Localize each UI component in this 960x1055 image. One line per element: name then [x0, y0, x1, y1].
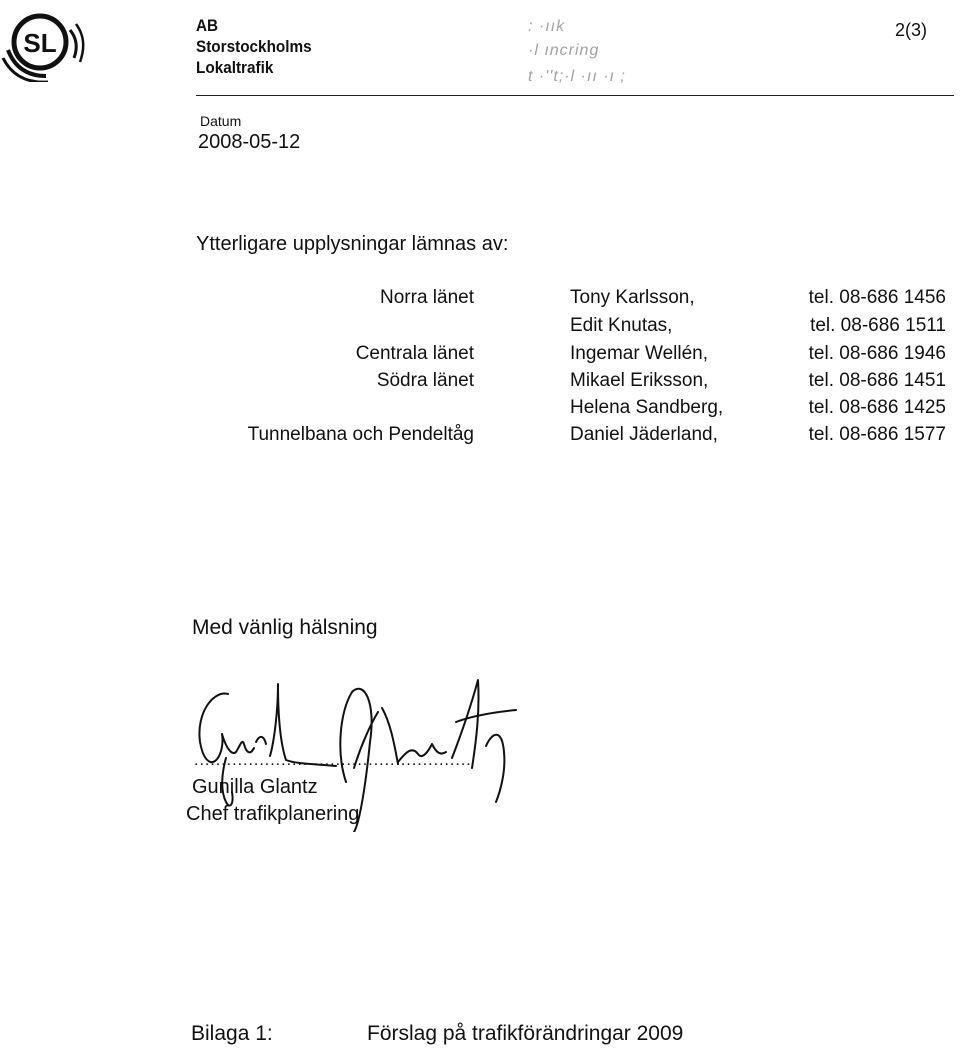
contact-region: Norra länet: [380, 287, 474, 308]
organization-line-2: Storstockholms: [196, 37, 312, 56]
contact-region: Tunnelbana och Pendeltåg: [247, 424, 474, 445]
sl-logo: [0, 6, 88, 82]
contact-tel: tel. 08-686 1946: [808, 343, 946, 364]
svg-text:SL: SL: [23, 28, 57, 58]
date-value: 2008-05-12: [198, 131, 301, 153]
contact-region: Södra länet: [376, 370, 474, 391]
contact-tel: tel. 08-686 1577: [808, 424, 946, 445]
contact-tel: tel. 08-686 1456: [808, 287, 946, 308]
contact-name: Mikael Eriksson,: [570, 370, 709, 391]
attachment-label: Bilaga 1:: [191, 1022, 273, 1045]
contact-name: Tony Karlsson,: [570, 287, 695, 308]
intro-text: Ytterligare upplysningar lämnas av:: [196, 233, 509, 255]
signature-dotted-line: ...................................................: [194, 752, 472, 769]
contact-tel: tel. 08-686 1451: [808, 370, 946, 391]
date-label: Datum: [200, 113, 242, 129]
page-number: 2(3): [895, 20, 928, 40]
attachment-text: Förslag på trafikförändringar 2009: [367, 1022, 684, 1045]
contact-region: Centrala länet: [355, 343, 474, 364]
contact-name: Ingemar Wellén,: [570, 343, 708, 364]
organization-line-1: AB: [196, 16, 219, 35]
contact-tel: tel. 08-686 1511: [810, 315, 946, 336]
department-stamp-line-2: ·l ıncring: [528, 42, 600, 59]
contact-name: Edit Knutas,: [570, 315, 673, 336]
contact-name: Helena Sandberg,: [570, 397, 724, 418]
header-rule: [196, 95, 954, 96]
department-stamp-line-1: : ·ıık: [528, 18, 566, 35]
organization-line-3: Lokaltrafik: [196, 58, 274, 77]
contact-tel: tel. 08-686 1425: [808, 397, 946, 418]
contact-name: Daniel Jäderland,: [570, 424, 718, 445]
greeting: Med vänlig hälsning: [192, 616, 378, 639]
department-stamp-line-3: t ·''t;·l ·ıı ·ı ;: [528, 68, 626, 85]
signer-name: Gunilla Glantz: [192, 776, 318, 798]
signer-title: Chef trafikplanering: [186, 803, 360, 825]
